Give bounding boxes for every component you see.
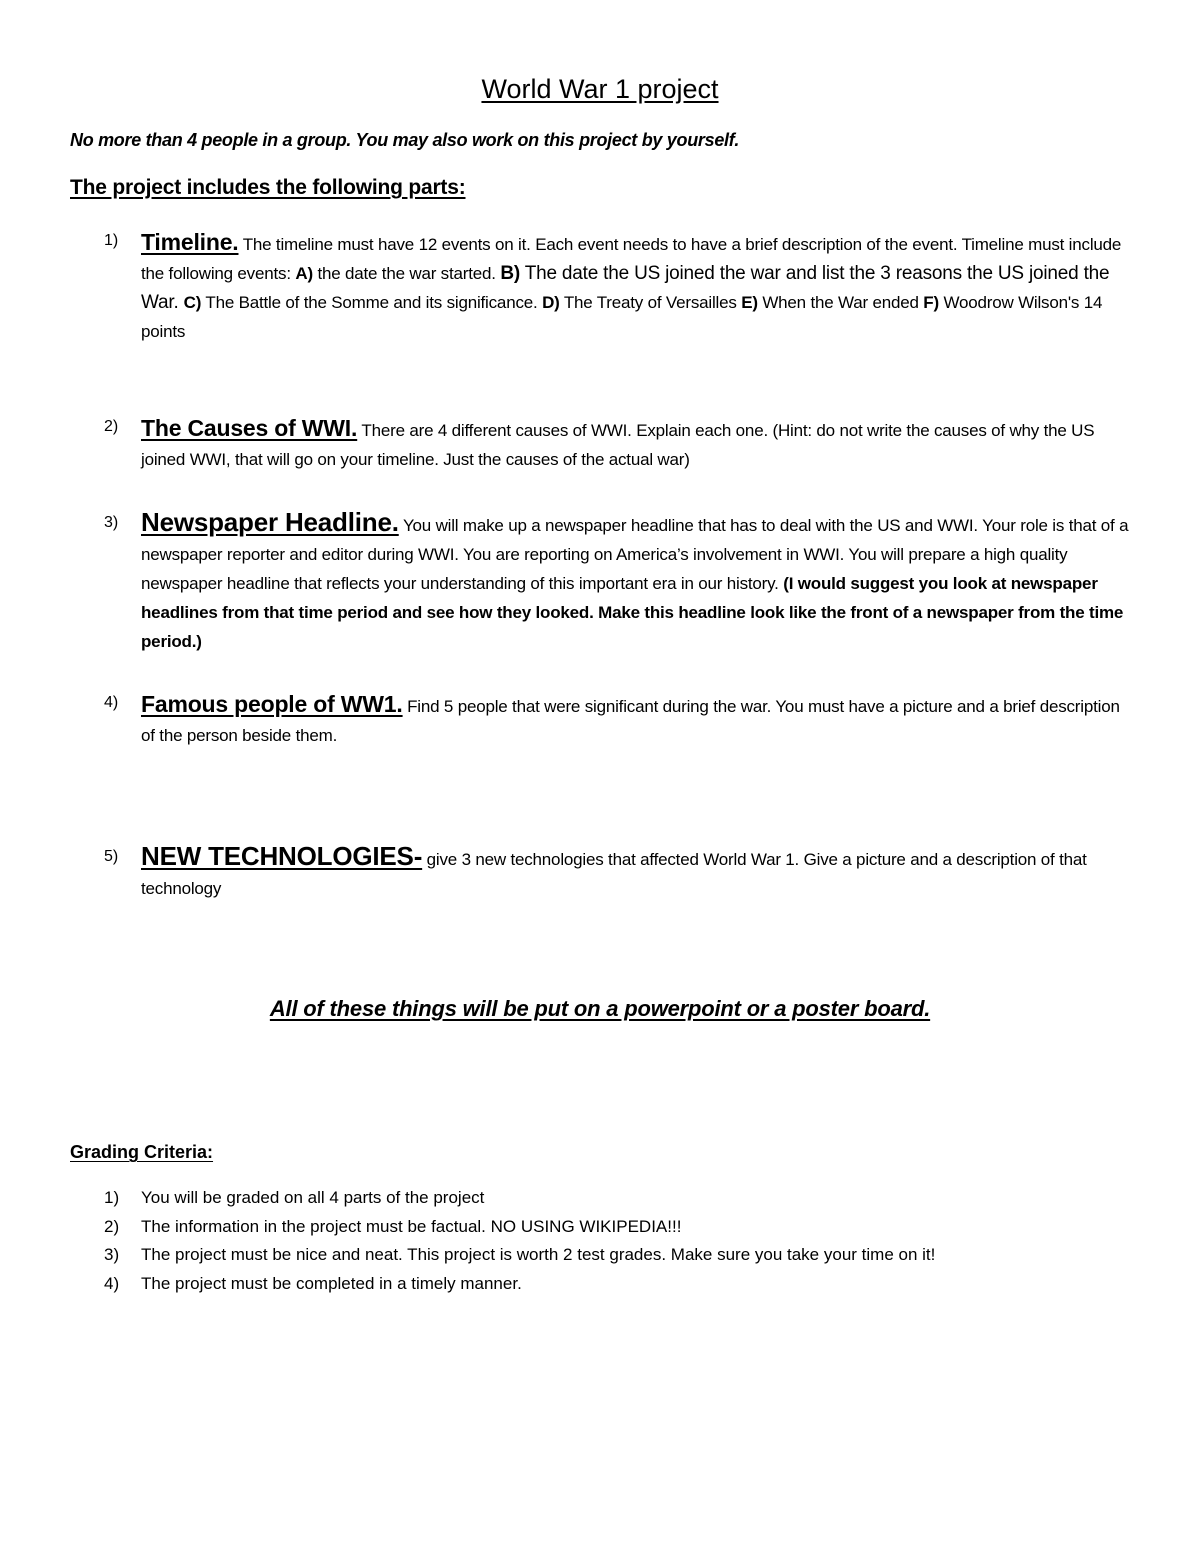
timeline-text-e: When the War ended [757,293,924,312]
part-number: 4) [104,694,119,711]
grading-number: 2) [104,1216,120,1236]
part-heading: Timeline. [141,229,239,255]
grading-text: The project must be nice and neat. This project is worth 2 test grades. Make sure you take your time on it! [141,1245,936,1264]
parts-heading-text: The project includes the following parts: [70,176,466,199]
part-body [141,228,1134,346]
timeline-text-a: the date the war started. [312,264,501,283]
grading-text: The project must be completed in a timely manner. [141,1273,522,1293]
grading-item [104,1184,1104,1213]
part-text: The timeline must have 12 events on it. Each event needs to have a brief description of the event. Timeline must include the following events: [141,235,1122,283]
part-text: Find 5 people that were significant during the war. You must have a picture and a brief description of the person beside them. [141,697,1120,745]
group-size-note: No more than 4 people in a group. You may also work on this project by yourself. [70,130,740,150]
grading-list [104,1184,1104,1298]
grading-number: 3) [104,1245,120,1264]
part-body [141,508,1134,656]
part-body [141,690,1134,750]
part-heading: Newspaper Headline. [141,507,399,537]
grading-number: 1) [104,1188,120,1207]
part-text: There are 4 different causes of WWI. Explain each one. (Hint: do not write the causes of why the US joined WWI, that will go on your timeline. Just the causes of the actual war) [141,421,1095,469]
grading-number: 4) [104,1273,120,1293]
grading-item [104,1241,1104,1270]
grading-text: The information in the project must be factual. NO USING WIKIPEDIA!!! [141,1216,682,1236]
part-number: 2) [104,418,119,435]
part-body [141,842,1134,903]
timeline-label-d: D) [542,293,560,312]
timeline-label-c: C) [183,293,202,312]
grading-heading: Grading Criteria: [70,1142,214,1162]
timeline-text-d: The Treaty of Versailles [559,293,742,312]
timeline-label-a: A) [295,264,313,283]
timeline-label-b: B) [500,263,520,284]
part-number: 3) [104,514,119,531]
timeline-label-f: F) [923,293,939,312]
grading-item [104,1213,1104,1242]
parts-heading [70,176,538,200]
part-bold-note: (I would suggest you look at newspaper headlines from that time period and see how they looked. Make this headline look like the front of a newspaper from the time period.) [141,574,1124,651]
timeline-text-f: Woodrow Wilson's 14 points [141,293,1103,341]
closing-note: All of these things will be put on a powerpoint or a poster board. [269,996,931,1021]
part-body [141,414,1134,474]
part-text: give 3 new technologies that affected World War 1. Give a picture and a description of that technology [141,850,1087,898]
timeline-text-b: The date the US joined the war and list the 3 reasons the US joined the War. [141,263,1110,313]
grading-item [104,1270,1104,1299]
part-heading: The Causes of WWI. [141,415,358,441]
part-heading: Famous people of WW1. [141,691,403,717]
part-number: 5) [104,848,119,865]
grading-text: You will be graded on all 4 parts of the project [141,1188,485,1207]
timeline-label-e: E) [741,293,758,312]
part-text: You will make up a newspaper headline that has to deal with the US and WWI. Your role is that of a newspaper reporter and editor during WWI. You are reporting on America’s involvement in WWI. You will prepare a high quality newspaper headline that reflects your understanding of this important era in our history. [141,516,1129,593]
document-title: World War 1 project [481,74,719,104]
timeline-text-c: The Battle of the Somme and its significance. [201,293,543,312]
part-number: 1) [104,232,119,249]
part-heading: NEW TECHNOLOGIES- [141,841,423,871]
